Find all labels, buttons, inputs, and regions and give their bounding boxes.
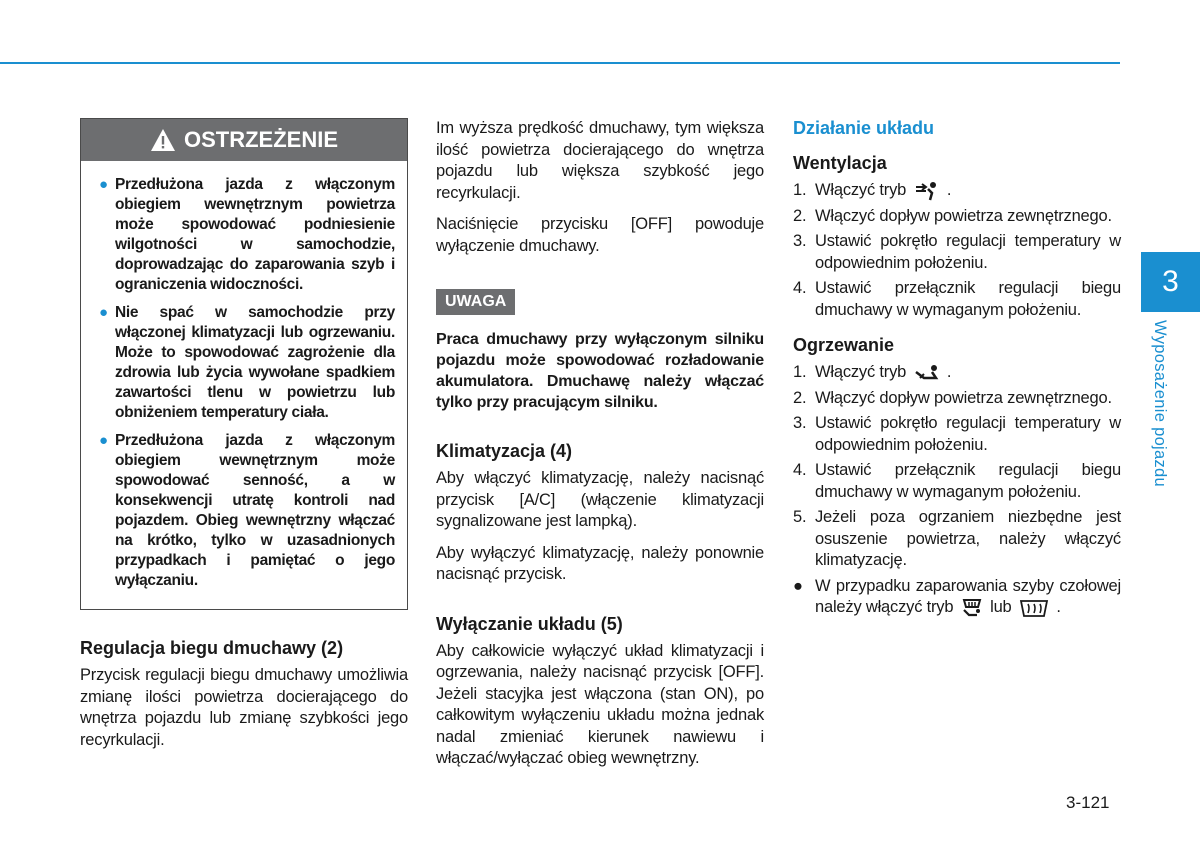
defrost-icon (1019, 598, 1049, 618)
column-1 (80, 118, 408, 761)
column-2 (436, 118, 764, 780)
list-item: 5. Jeżeli poza ogrzaniem niezbędne jest osuszenie powietrza, należy włączyć klimatyzację. (793, 508, 1121, 569)
face-vent-mode-icon (914, 181, 940, 201)
off-heading: Wyłączanie układu (5) (436, 613, 623, 634)
warning-triangle-icon (150, 128, 176, 152)
heating-heading: Ogrzewanie (793, 335, 895, 355)
warning-item: ● Przedłużona jazda z włączonym obiegiem wewnętrznym może spowodować senność, a w konsekwencji utratę kontroli nad pojazdem. Obieg wewnętrzny włączać na krótko, tylko w uzasadnionych przypadkach i pamiętać o jego wyłączaniu. (93, 431, 395, 591)
ac-text-1: Aby włączyć klimatyzację, należy nacisnąć przycisk [A/C] (włączenie klimatyzacji sygnalizowane jest lampką). (436, 469, 764, 530)
list-item: 3. Ustawić pokrętło regulacji temperatury w odpowiednim położeniu. (793, 232, 1121, 272)
list-item: 4. Ustawić przełącznik regulacji biegu dmuchawy w wymaganym położeniu. (793, 279, 1121, 319)
list-item: ● W przypadku zaparowania szyby czołowej należy włączyć tryb lub . (793, 576, 1121, 616)
bullet-icon: ● (99, 176, 109, 193)
floor-mode-icon (914, 364, 940, 382)
list-item: 2. Włączyć dopływ powietrza zewnętrznego. (793, 206, 1112, 225)
warning-title: OSTRZEŻENIE (183, 127, 338, 152)
ventilation-steps (793, 180, 1121, 321)
warning-box (80, 118, 408, 610)
bullet-icon: ● (99, 432, 109, 449)
chapter-tab: 3 (1141, 252, 1200, 312)
off-blower-text: Naciśnięcie przycisku [OFF] powoduje wyłączenie dmuchawy. (436, 215, 764, 255)
notice-text: Praca dmuchawy przy wyłączonym silniku pojazdu może spowodować rozładowanie akumulatora. Dmuchawę należy włączać tylko przy pracującym silniku. (436, 331, 764, 411)
blower-text: Przycisk regulacji biegu dmuchawy umożliwia zmianę ilości powietrza docierającego do wnętrza pojazdu lub zmianę szybkości jego recyrkulacji. (80, 666, 408, 749)
warning-item: ● Nie spać w samochodzie przy włączonej klimatyzacji lub ogrzewaniu. Może to spowodować zagrożenie dla zdrowia lub życia wywołane spadkiem zawartości tlenu w powietrzu lub obniżeniem temperatury ciała. (93, 303, 395, 423)
notice-badge: UWAGA (436, 289, 515, 315)
list-item: 2. Włączyć dopływ powietrza zewnętrznego. (793, 388, 1112, 407)
list-item: 3. Ustawić pokrętło regulacji temperatury w odpowiednim położeniu. (793, 414, 1121, 454)
warning-body (81, 161, 407, 609)
ac-heading: Klimatyzacja (4) (436, 441, 573, 461)
column-3 (793, 118, 1121, 633)
floor-defrost-mode-icon (961, 598, 983, 618)
list-item: 1. Włączyć tryb . (793, 363, 952, 381)
warning-item: ● Przedłużona jazda z włączonym obiegiem wewnętrznym powietrza może spowodować podniesienie wilgotności w samochodzie, doprowadzając do zaparowania szyb i ograniczenia widoczności. (93, 175, 395, 295)
heating-steps (793, 362, 1121, 619)
list-item: 4. Ustawić przełącznik regulacji biegu dmuchawy w wymaganym położeniu. (793, 461, 1121, 501)
page-number: 3-121 (1066, 793, 1110, 812)
ac-text-2: Aby wyłączyć klimatyzację, należy ponownie nacisnąć przycisk. (436, 543, 764, 583)
bullet-icon: ● (99, 304, 109, 321)
warning-header (81, 119, 407, 161)
ventilation-heading: Wentylacja (793, 153, 887, 173)
section-title: Działanie układu (793, 118, 935, 138)
off-text: Aby całkowicie wyłączyć układ klimatyzacji i ogrzewania, należy nacisnąć przycisk [OFF]. Jeżeli stacyjka jest włączona (stan ON), po całkowitym wyłączeniu układu można jednak nadal zmieniać kierunek nawiewu i włączać/wyłączać obieg wewnętrzny. (436, 641, 764, 767)
header-rule (0, 62, 1120, 64)
chapter-label: Wyposażenie pojazdu (1151, 320, 1169, 487)
blower-heading: Regulacja biegu dmuchawy (2) (80, 638, 344, 658)
blower-speed-text: Im wyższa prędkość dmuchawy, tym większa ilość powietrza docierającego do wnętrza pojazdu lub większa szybkość jego recyrkulacji. (436, 119, 764, 202)
list-item: 1. Włączyć tryb . (793, 181, 952, 199)
